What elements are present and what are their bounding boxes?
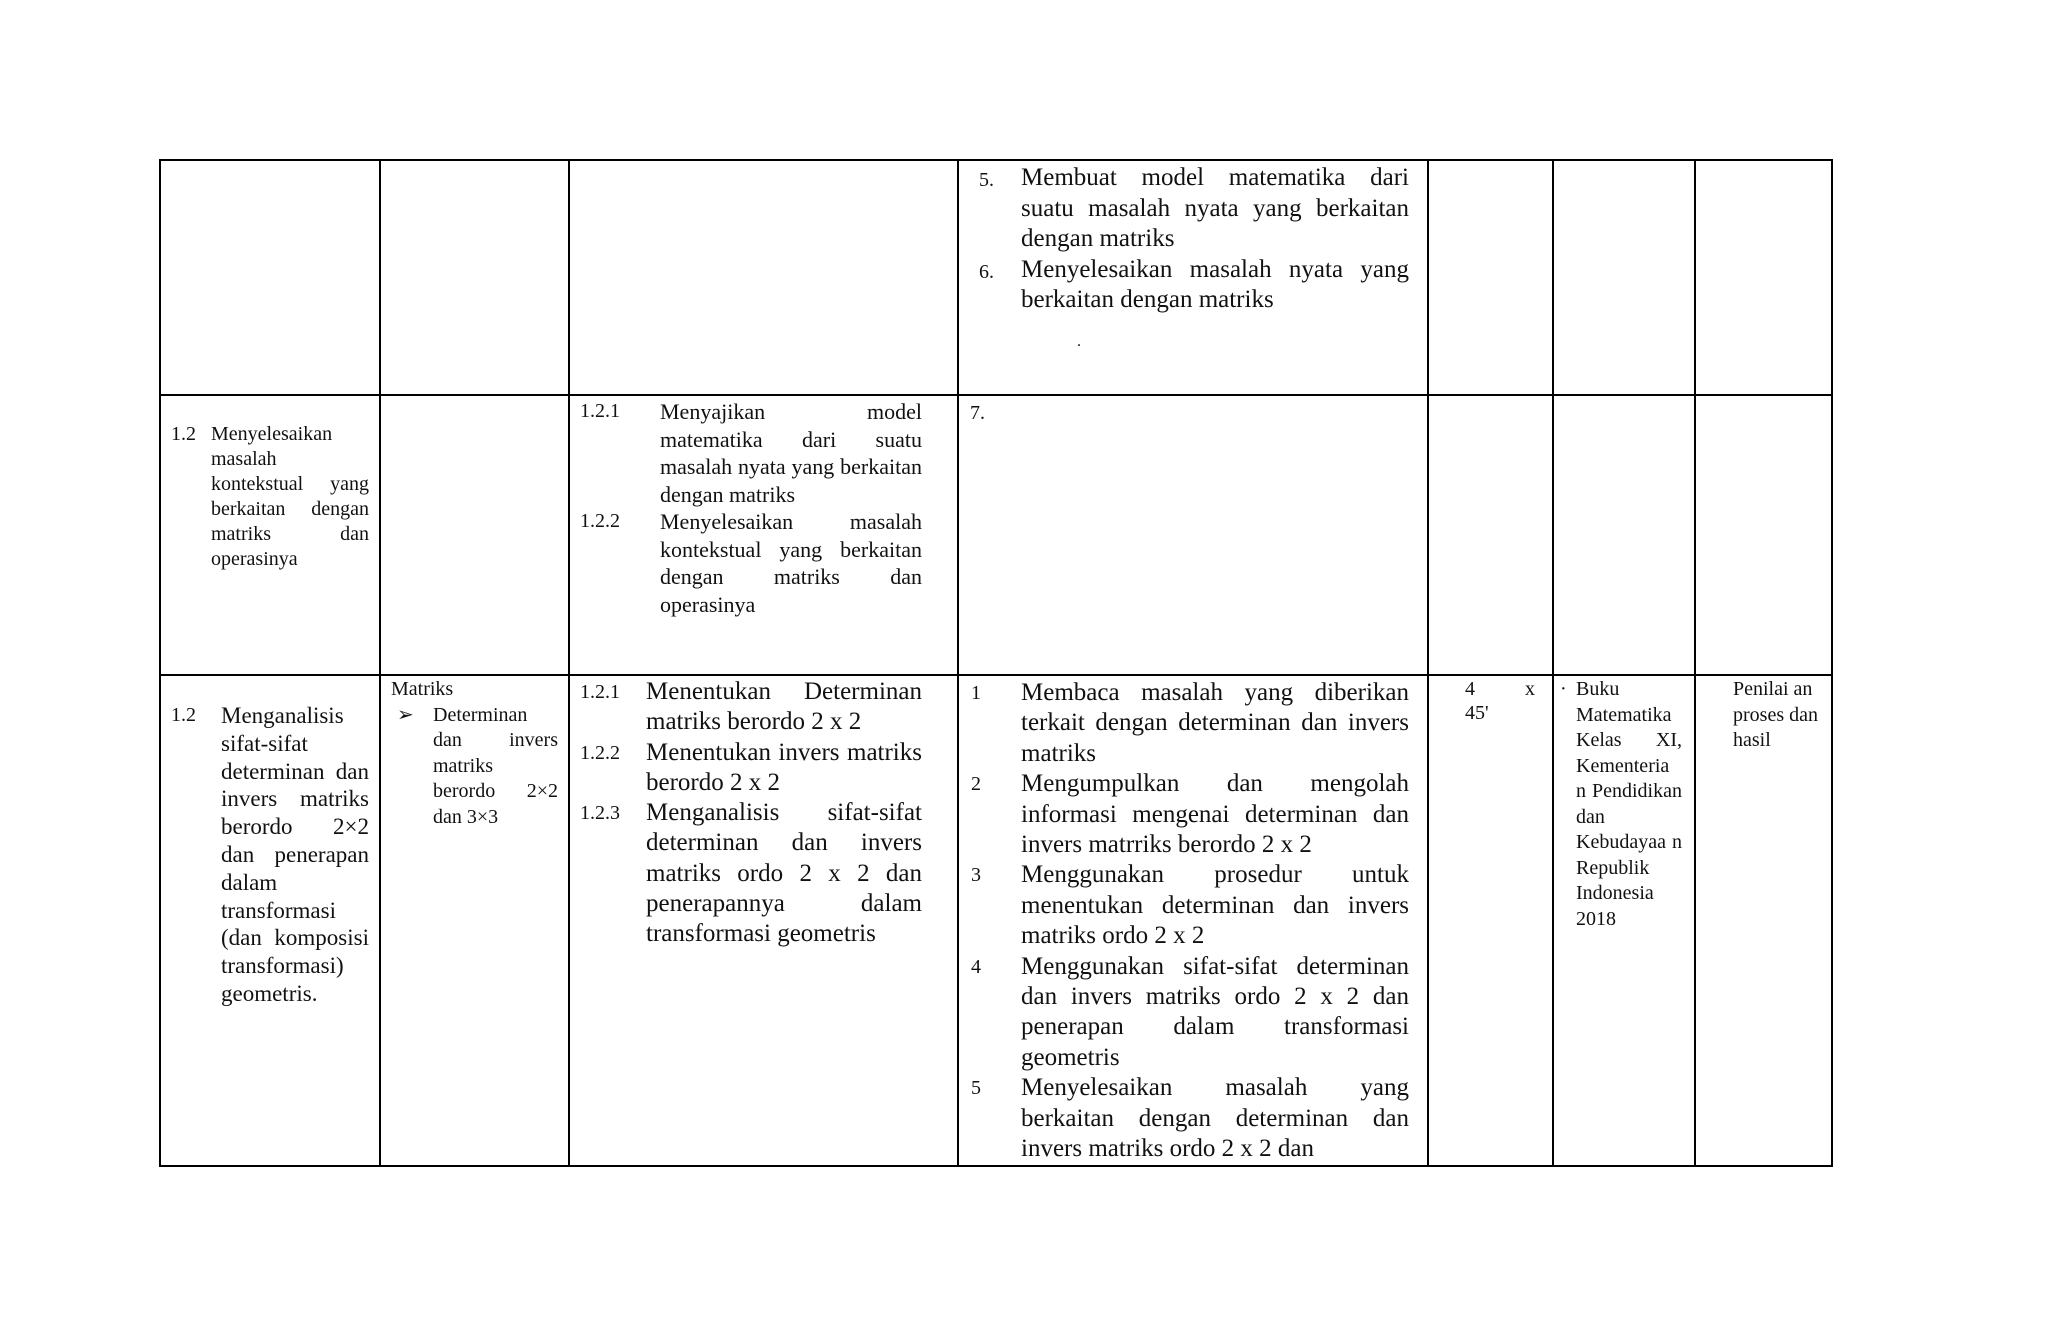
time-count: 4 xyxy=(1465,678,1475,700)
indicator-text: Menentukan invers matriks berordo 2 x 2 xyxy=(646,738,922,796)
indicator-text: Menganalisis sifat-sifat determinan dan invers matriks ordo 2 x 2 dan penerapannya dalam transformasi geometris xyxy=(646,799,922,948)
activity-list xyxy=(959,161,1427,316)
kd-number: 1.2 xyxy=(171,704,196,726)
kd-list xyxy=(161,676,379,1008)
list-item xyxy=(580,508,922,618)
indicator-list xyxy=(570,396,957,618)
indicator-text: Menyelesaikan masalah kontekstual yang berkaitan dengan matriks dan operasinya xyxy=(660,509,922,617)
kd-cell xyxy=(160,160,380,395)
indicator-number: 1.2.2 xyxy=(580,510,620,532)
list-item xyxy=(979,163,1409,255)
materi-title: Matriks xyxy=(391,678,454,700)
list-item xyxy=(171,422,369,572)
materi-block xyxy=(381,676,568,830)
list-item xyxy=(971,952,1409,1074)
assessment-cell xyxy=(1695,675,1832,1166)
time-minutes: 45' xyxy=(1465,702,1489,724)
materi-cell xyxy=(380,675,569,1166)
materi-item: Determinan dan invers matriks berordo 2×2 dan 3×3 xyxy=(433,703,558,828)
materi-cell xyxy=(380,395,569,675)
list-item xyxy=(971,769,1409,860)
indicator-cell xyxy=(569,395,958,675)
item-number: 1 xyxy=(971,682,981,704)
list-item xyxy=(580,677,922,738)
item-number: 2 xyxy=(971,773,981,796)
item-text: Membaca masalah yang diberikan terkait dengan determinan dan invers matriks xyxy=(1021,679,1409,767)
assessment-text: Penilai an proses dan hasil xyxy=(1733,678,1818,751)
stray-dot: . xyxy=(1077,332,1081,350)
kd-number: 1.2 xyxy=(171,423,196,445)
activity-number: 7. xyxy=(970,402,985,424)
source-text: Buku Matematika Kelas XI, Kementeria n Pendidikan dan Kebudayaa n Republik Indonesia 2018 xyxy=(1576,678,1682,930)
item-text: Mengumpulkan dan mengolah informasi mengenai determinan dan invers matrriks berordo 2 x 2 xyxy=(1021,770,1409,859)
item-text: Menggunakan prosedur untuk menentukan determinan dan invers matriks ordo 2 x 2 xyxy=(1021,861,1409,950)
indicator-cell xyxy=(569,675,958,1166)
kd-cell xyxy=(160,395,380,675)
arrow-bullet-icon: ➢ xyxy=(397,703,414,726)
indicator-number: 1.2.1 xyxy=(580,400,620,422)
materi-cell xyxy=(380,160,569,395)
item-text: Menggunakan sifat-sifat determinan dan invers matriks ordo 2 x 2 dan penerapan dalam transformasi geometris xyxy=(1021,952,1409,1071)
activity-cell xyxy=(958,160,1428,395)
indicator-text: Menyajikan model matematika dari suatu masalah nyata yang berkaitan dengan matriks xyxy=(660,399,922,507)
item-number: 5. xyxy=(979,169,994,191)
activity-list xyxy=(959,676,1427,1165)
time-cell xyxy=(1428,675,1553,1166)
lesson-plan-table xyxy=(159,159,1833,1167)
kd-list xyxy=(161,396,379,572)
indicator-list xyxy=(570,676,957,950)
item-number: 5 xyxy=(971,1077,981,1100)
time-cell xyxy=(1428,395,1553,675)
list-item xyxy=(971,1073,1409,1164)
item-number: 3 xyxy=(971,864,981,887)
source-block xyxy=(1554,676,1694,932)
indicator-cell xyxy=(569,160,958,395)
source-cell xyxy=(1553,675,1695,1166)
list-item xyxy=(580,738,922,799)
list-item xyxy=(580,398,922,508)
table-row xyxy=(160,160,1832,395)
kd-text: Menyelesaikan masalah kontekstual yang berkaitan dengan matriks dan operasinya xyxy=(211,423,369,570)
list-item xyxy=(391,703,558,831)
indicator-number: 1.2.2 xyxy=(580,741,620,764)
activity-cell xyxy=(958,675,1428,1166)
bullet-dot-icon: · xyxy=(1560,678,1567,700)
list-item xyxy=(580,798,922,949)
activity-cell xyxy=(958,395,1428,675)
kd-cell xyxy=(160,675,380,1166)
item-text: Menyelesaikan masalah nyata yang berkaitan dengan matriks xyxy=(1021,255,1409,313)
list-item xyxy=(979,255,1409,316)
item-text: Membuat model matematika dari suatu masalah nyata yang berkaitan dengan matriks xyxy=(1021,164,1409,252)
source-cell xyxy=(1553,160,1695,395)
item-number: 4 xyxy=(971,955,981,978)
item-number: 6. xyxy=(979,260,994,283)
assessment-cell xyxy=(1695,395,1832,675)
list-item xyxy=(971,678,1409,769)
table-row xyxy=(160,675,1832,1166)
time-cell xyxy=(1428,160,1553,395)
time-allocation xyxy=(1429,676,1535,725)
kd-text: Menganalisis sifat-sifat determinan dan invers matriks berordo 2×2 dan penerapan dalam transformasi (dan komposisi transformasi) geometris. xyxy=(221,703,369,1006)
source-cell xyxy=(1553,395,1695,675)
item-text: Menyelesaikan masalah yang berkaitan dengan determinan dan invers matriks ordo 2 x 2 dan xyxy=(1021,1074,1409,1163)
table-row xyxy=(160,395,1832,675)
indicator-number: 1.2.1 xyxy=(580,681,620,703)
time-multiply: x xyxy=(1525,678,1535,700)
indicator-text: Menentukan Determinan matriks berordo 2 x 2 xyxy=(646,678,922,736)
list-item xyxy=(171,702,369,1008)
assessment-cell xyxy=(1695,160,1832,395)
list-item xyxy=(971,860,1409,951)
indicator-number: 1.2.3 xyxy=(580,802,620,825)
